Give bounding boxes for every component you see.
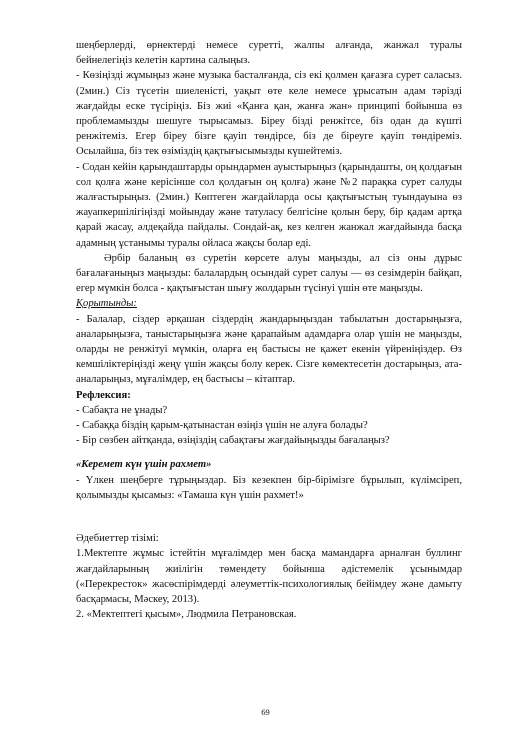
reflection-item: - Бір сөзбен айтқанда, өзіңіздің сабақтағы жағдайыңызды бағалаңыз? bbox=[76, 435, 390, 447]
conclusion-heading: Қорытынды: bbox=[76, 298, 137, 310]
bibliography-item: 1.Мектепте жұмыс істейтін мұғалімдер мен басқа мамандарға арналған буллинг жағдайларының жиілігін төмендету бойынша әдістемелік ұсынымдар («Перекресток» жасөспірімдерді әлеуметтік-психологиялық бейімдеу және дамыту басқармасы, Мәскеу, 2013). bbox=[76, 548, 462, 605]
reflection-item: - Сабаққа біздің қарым-қатынастан өзіңіз үшін не алуға болады? bbox=[76, 420, 368, 432]
farewell-text: - Үлкен шеңберге тұрыңыздар. Біз кезекпен бір-бірімізге бұрылып, күлімсіреп, қолымызды қысамыз: «Тамаша күн үшін рахмет!» bbox=[76, 474, 462, 501]
page-content bbox=[76, 38, 462, 622]
reflection-heading: Рефлексия: bbox=[76, 389, 131, 401]
paragraph-1: шеңберлерді, өрнектерді немесе суретті, жалпы алғанда, жанжал туралы бейнелегіңіз келетін картина салыңыз. bbox=[76, 40, 462, 67]
farewell-heading: «Керемет күн үшін рахмет» bbox=[76, 459, 212, 471]
paragraph-4: Әрбір баланың өз суретін көрсете алуы маңызды, ал сіз оны дұрыс бағалағаныңыз маңызды: балалардың осындай сурет салуы — өз сезімдерін байқап, егер мүмкін болса - қақтығыстан шығу жолдарын түсінуі үшін өте маңызды. bbox=[76, 252, 462, 295]
paragraph-2: - Көзіңізді жұмыңыз және музыка басталғанда, сіз екі қолмен қағазға сурет саласыз. (2мин.) Сіз түсетін шиеленісті, уақыт өте келе немесе ұрысатын адам тәрізді жағдайды еске түсіріңіз. Біз жиі «Қанға қан, жанға жан» принципі бойынша өз проблемамызды шешуге тырысамыз. Біреу бізді ренжітсе, біз одан да күшті ренжітеміз. Егер біреу бізге қауіп төндірсе, біз де біреуге қауіп төндіреміз. Осылайша, біз тек өзіміздің қақтығысымызды күшейтеміз. bbox=[76, 70, 462, 158]
reflection-item: - Сабақта не ұнады? bbox=[76, 404, 168, 416]
conclusion-text: - Балалар, сіздер әрқашан сіздердің жандарыңыздан табылатын достарыңызға, аналарыңызға, таныстарыңызға және қарапайым адамдарға олар үшін не маңызды, оларды не ренжітуі мүмкін, оларға ең бастысы не қажет екенін үйреніңіздер. Өз кемшіліктеріңізді жеңу үшін жақсы болу керек. Сізге көмектесетін достарыңыз, ата-аналарыңыз, мұғалімдер, ең бастысы – кітаптар. bbox=[76, 313, 462, 386]
page-number: 69 bbox=[261, 707, 270, 717]
paragraph-3: - Содан кейін қарындаштарды орындармен ауыстырыңыз (қарындашты, оң қолдағын сол қолға және керісінше сол қолдағын оң қолға) және №2 парақка сурет салуды жалғастырыңыз. (2мин.) Көптеген жағдайларда осы қақтығыстың туындауына өз жауапкершілігіңізді мойындау және татуласу белгісіне қолын беру, бір қадам артқа қарай жасау, әлдеқайда пайдалы. Сондай-ақ, кез келген жанжал жағдайында басқа адамның ұстанымы туралы ойласа жақсы болар еді. bbox=[76, 161, 462, 249]
bibliography-item: 2. «Мектептегі қысым», Людмила Петрановская. bbox=[76, 609, 297, 621]
bibliography-heading: Әдебиеттер тізімі: bbox=[76, 533, 159, 545]
spacer bbox=[76, 503, 462, 531]
spacer bbox=[76, 448, 462, 457]
